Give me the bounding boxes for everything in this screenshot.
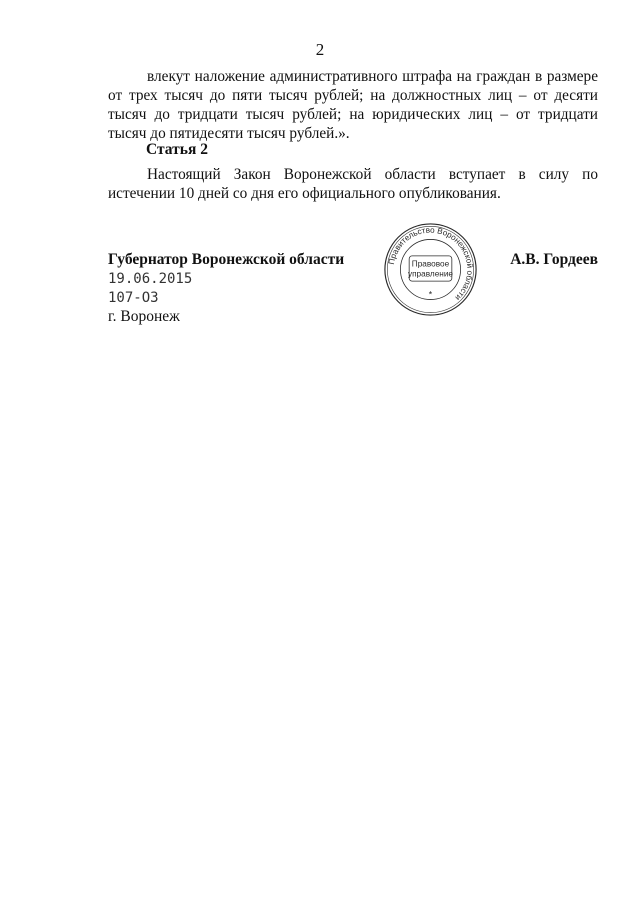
page-number: 2	[315, 40, 325, 59]
paragraph-fines: влекут наложение административного штрафа на граждан в размере от трех тысяч до пяти тысяч рублей; на должностных лиц – от десяти тысяч до тридцати тысяч рублей; на юридических лиц – от тридцати тысяч до пятидесяти тысяч рублей.».	[108, 68, 598, 142]
stamp-star: *	[428, 289, 433, 300]
signing-city: г. Воронеж	[108, 308, 180, 325]
paragraph-entry-into-force: Настоящий Закон Воронежской области вступает в силу по истечении 10 дней со дня его официального опубликования.	[108, 166, 598, 202]
signing-date: 19.06.2015	[108, 271, 193, 287]
signatory-title: Губернатор Воронежской области	[108, 251, 345, 268]
official-stamp	[382, 221, 479, 318]
signatory-name: А.В. Гордеев	[510, 251, 598, 268]
stamp-graphic	[382, 221, 479, 318]
stamp-center-line-2: управление	[407, 269, 454, 279]
law-number: 107-ОЗ	[108, 290, 159, 306]
article-heading: Статья 2	[146, 141, 208, 158]
stamp-ring-text: Правительство Воронежской области	[386, 225, 475, 303]
stamp-center-line-1: Правовое	[411, 259, 450, 269]
